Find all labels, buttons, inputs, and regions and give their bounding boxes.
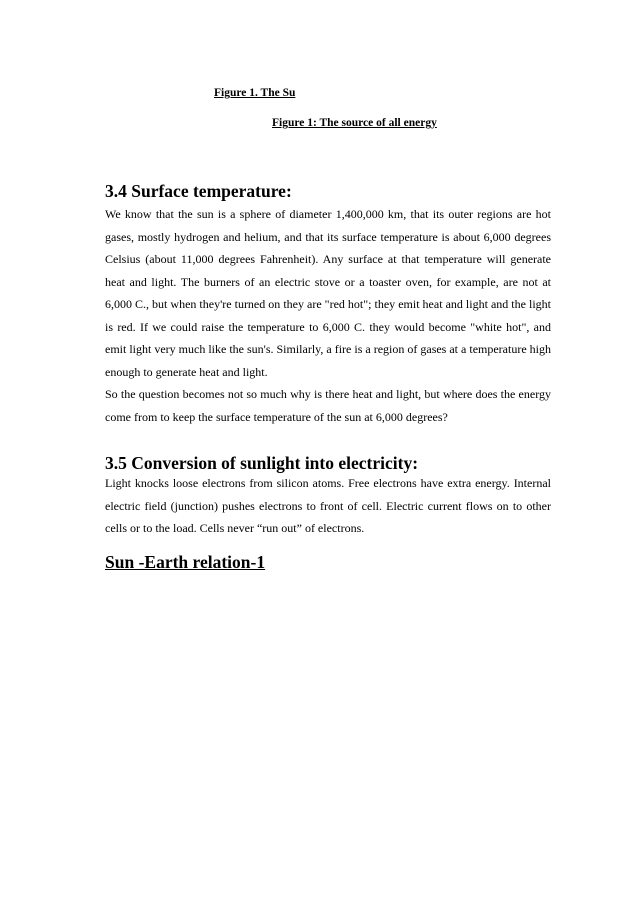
section-heading: Sun -Earth relation-1 [105, 552, 266, 572]
section-surface-temperature [105, 180, 551, 428]
paragraph: Light knocks loose electrons from silicon atoms. Free electrons have extra energy. Internal electric field (junction) pushes electrons to front of cell. Electric current flows on to other cells or to the load. Cells never “run out” of electrons. [105, 476, 551, 535]
section-conversion-sunlight [105, 452, 551, 540]
paragraph: We know that the sun is a sphere of diameter 1,400,000 km, that its outer regions are hot gases, mostly hydrogen and helium, and that its surface temperature is about 6,000 degrees Celsius (about 11,000 degrees Fahrenheit). Any surface at that temperature will generate heat and light. The burners of an electric stove or a toaster oven, for example, are not at 6,000 C., but when they're turned on they are "red hot"; they emit heat and light and the light is red. If we could raise the temperature to 6,000 C. they would become "white hot", and emit light very much like the sun's. Similarly, a fire is a region of gases at a temperature high enough to generate heat and light. [105, 207, 551, 379]
section-sun-earth-relation [105, 551, 551, 573]
figure-caption: Figure 1: The source of all energy [272, 117, 437, 129]
section-heading: 3.4 Surface temperature: [105, 181, 292, 201]
figure-caption-truncated: Figure 1. The Su [214, 87, 296, 99]
paragraph: So the question becomes not so much why is there heat and light, but where does the energy come from to keep the surface temperature of the sun at 6,000 degrees? [105, 387, 551, 424]
section-heading: 3.5 Conversion of sunlight into electricity: [105, 453, 419, 473]
